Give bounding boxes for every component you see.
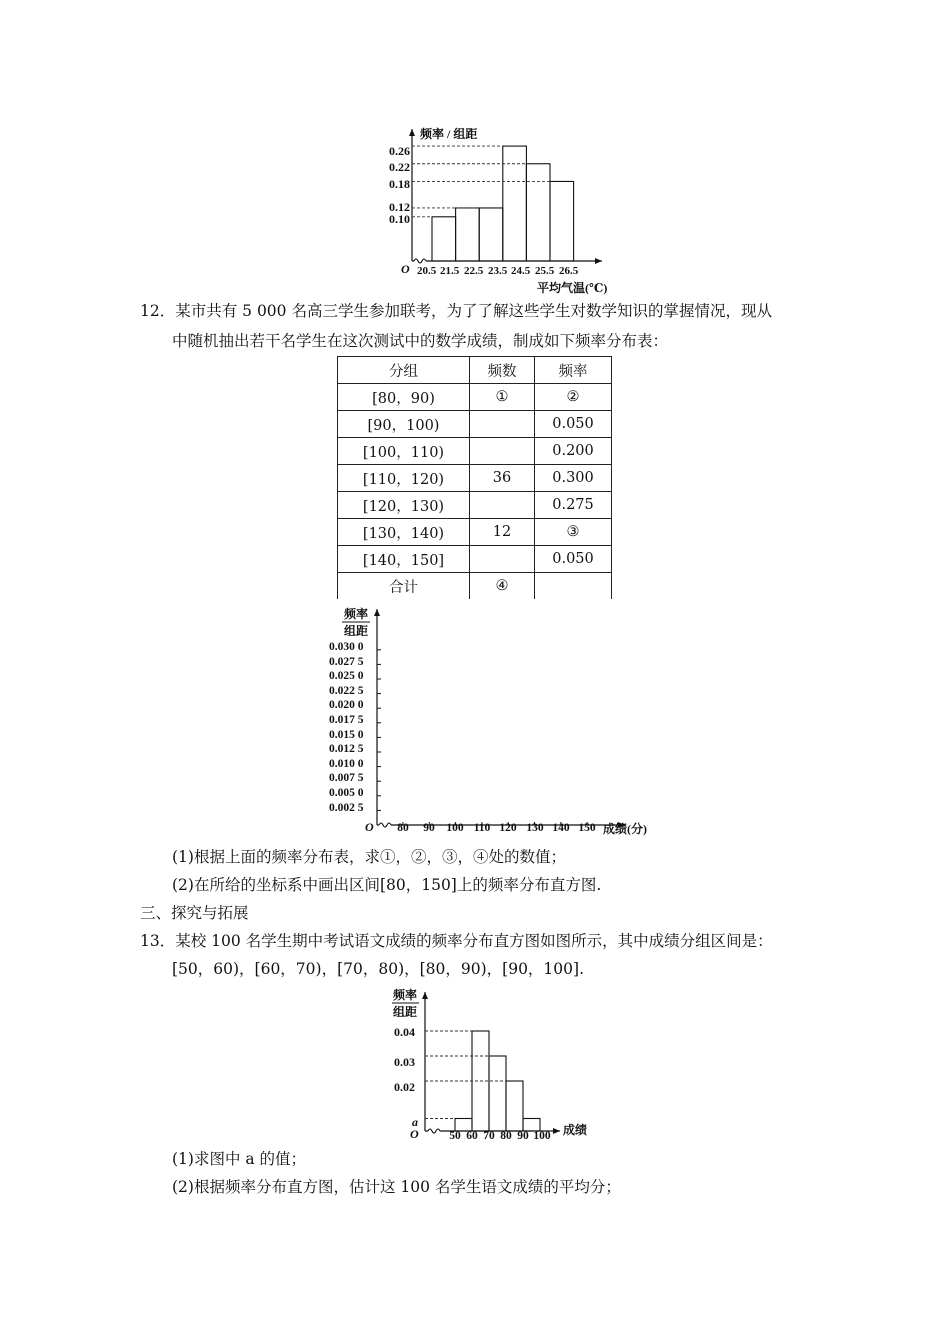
table-cell: 0.200	[535, 438, 612, 465]
temperature-histogram	[380, 122, 620, 300]
y-axis-arrow	[374, 609, 380, 616]
hist2-xtick-90: 90	[517, 1130, 529, 1142]
hist2-ytick-0.04: 0.04	[394, 1025, 415, 1039]
table-row	[338, 411, 612, 438]
hist2-bar	[506, 1081, 523, 1131]
table-row	[338, 519, 612, 546]
grid-xtick-90: 90	[423, 822, 435, 834]
hist2-ylabel-top: 频率	[393, 988, 418, 1002]
hist1-ytick-0.22: 0.22	[389, 160, 410, 174]
hist2-ytick-0.02: 0.02	[394, 1080, 415, 1094]
table-cell: [130，140)	[338, 519, 470, 546]
table-cell: [100，110)	[338, 438, 470, 465]
hist1-origin: O	[401, 262, 410, 276]
hist1-xtick-labels	[417, 265, 579, 277]
hist2-xlabel: 成绩	[563, 1123, 588, 1137]
hist1-bar	[550, 181, 574, 261]
x-axis-arrow	[553, 1128, 560, 1134]
table-cell: ③	[535, 519, 612, 546]
q12-sub1: (1)根据上面的频率分布表，求①，②，③，④处的数值；	[172, 848, 566, 866]
table-row	[338, 546, 612, 573]
grid-ytick-0.0300: 0.030 0	[329, 641, 364, 653]
axis-break-zigzag	[379, 823, 391, 827]
hist2-ytick-0.03: 0.03	[394, 1055, 415, 1069]
table-header-cell: 频数	[470, 357, 535, 384]
table-cell: [110，120)	[338, 465, 470, 492]
table-row	[338, 573, 612, 600]
q12-line1	[140, 300, 772, 322]
table-cell: ②	[535, 384, 612, 411]
table-cell	[470, 492, 535, 519]
q12-text-line2: 中随机抽出若干名学生在这次测试中的数学成绩，制成如下频率分布表：	[172, 332, 669, 350]
table-cell: 0.050	[535, 546, 612, 573]
table-cell: ①	[470, 384, 535, 411]
hist2-axes	[422, 992, 560, 1134]
hist2-xtick-50: 50	[449, 1130, 461, 1142]
grid-ytick-0.0225: 0.022 5	[329, 685, 364, 697]
hist2-xtick-70: 70	[483, 1130, 495, 1142]
hist1-bar	[526, 164, 550, 261]
table-cell: 36	[470, 465, 535, 492]
hist2-ytick-a: a	[412, 1115, 418, 1129]
hist1-bar	[479, 208, 503, 261]
x-axis-arrow	[595, 258, 602, 264]
grid-xtick-80: 80	[397, 822, 409, 834]
grid-xtick-150: 150	[578, 822, 596, 834]
chinese-score-histogram	[388, 986, 598, 1146]
q13-text-line1: 某校 100 名学生期中考试语文成绩的频率分布直方图如图所示，其中成绩分组区间是：	[175, 932, 773, 950]
grid-ylabel-top: 频率	[344, 607, 369, 621]
grid-xtick-120: 120	[499, 822, 517, 834]
hist1-xtick-22.5: 22.5	[464, 265, 484, 277]
grid-origin: O	[365, 820, 374, 834]
grid-axes	[374, 609, 625, 828]
q12-number: 12．	[140, 302, 176, 320]
axis-break-zigzag	[428, 1129, 440, 1133]
grid-ytick-0.0200: 0.020 0	[329, 699, 364, 711]
y-axis-arrow	[422, 992, 428, 999]
table-cell: 12	[470, 519, 535, 546]
y-axis-arrow	[409, 129, 415, 136]
table-cell	[470, 546, 535, 573]
grid-ytick-0.0100: 0.010 0	[329, 758, 364, 770]
table-row	[338, 492, 612, 519]
grid-ytick-0.0275: 0.027 5	[329, 656, 364, 668]
hist1-ytick-0.12: 0.12	[389, 200, 410, 214]
hist1-ytick-labels	[389, 144, 410, 226]
grid-ytick-0.0175: 0.017 5	[329, 714, 364, 726]
hist1-xtick-21.5: 21.5	[440, 265, 460, 277]
hist1-bar	[432, 217, 456, 261]
hist1-xlabel: 平均气温(℃)	[537, 281, 608, 295]
hist1-ytick-0.18: 0.18	[389, 177, 410, 191]
grid-xtick-100: 100	[446, 822, 464, 834]
table-cell: 合计	[338, 573, 470, 600]
hist1-xtick-23.5: 23.5	[488, 265, 508, 277]
q13-line1	[140, 930, 773, 952]
table-header-cell: 分组	[338, 357, 470, 384]
table-row	[338, 438, 612, 465]
hist2-ylabel-bottom: 组距	[393, 1005, 418, 1019]
table-cell: ④	[470, 573, 535, 600]
grid-ytick-0.0050: 0.005 0	[329, 787, 364, 799]
q13-sub1: (1)求图中 a 的值；	[172, 1150, 307, 1168]
empty-coordinate-grid	[325, 604, 665, 838]
hist1-xtick-20.5: 20.5	[417, 265, 437, 277]
frequency-table	[337, 356, 612, 599]
table-header-cell: 频率	[535, 357, 612, 384]
grid-ytick-0.0150: 0.015 0	[329, 729, 364, 741]
table-header-row	[338, 357, 612, 384]
hist2-bar	[489, 1056, 506, 1131]
grid-ytick-0.0125: 0.012 5	[329, 743, 364, 755]
table-cell: [80，90)	[338, 384, 470, 411]
q13-sub2: (2)根据频率分布直方图，估计这 100 名学生语文成绩的平均分；	[172, 1178, 621, 1196]
table-cell: [140，150]	[338, 546, 470, 573]
table-cell	[470, 411, 535, 438]
hist2-xtick-100: 100	[533, 1130, 551, 1142]
grid-xlabel: 成绩(分)	[603, 822, 647, 836]
q13-text-line2: [50，60)，[60，70)，[70，80)，[80，90)，[90，100].	[172, 960, 584, 978]
grid-ylabel-bottom: 组距	[344, 624, 369, 638]
grid-xtick-140: 140	[552, 822, 570, 834]
q12-text-line1: 某市共有 5 000 名高三学生参加联考，为了了解这些学生对数学知识的掌握情况，现从	[175, 302, 772, 320]
hist1-ylabel: 频率 / 组距	[420, 127, 478, 141]
table-cell	[535, 573, 612, 600]
hist2-bars	[425, 1031, 540, 1131]
hist1-xtick-25.5: 25.5	[535, 265, 555, 277]
hist1-xtick-24.5: 24.5	[511, 265, 531, 277]
table-cell: [90，100)	[338, 411, 470, 438]
hist1-ytick-0.10: 0.10	[389, 212, 410, 226]
grid-xtick-130: 130	[526, 822, 544, 834]
grid-ytick-0.0250: 0.025 0	[329, 670, 364, 682]
hist2-origin: O	[410, 1127, 419, 1141]
hist1-ytick-0.26: 0.26	[389, 144, 410, 158]
q13-number: 13．	[140, 932, 176, 950]
table-row	[338, 384, 612, 411]
table-cell: 0.300	[535, 465, 612, 492]
q12-sub2: (2)在所给的坐标系中画出区间[80，150]上的频率分布直方图.	[172, 876, 602, 894]
hist2-xtick-60: 60	[466, 1130, 478, 1142]
hist1-bars	[412, 146, 574, 261]
section-heading: 三、探究与拓展	[140, 904, 249, 922]
table-row	[338, 465, 612, 492]
hist2-xtick-80: 80	[500, 1130, 512, 1142]
table-cell: 0.050	[535, 411, 612, 438]
grid-xtick-110: 110	[473, 822, 491, 834]
grid-ytick-0.0075: 0.007 5	[329, 772, 364, 784]
grid-ytick-0.0025: 0.002 5	[329, 802, 364, 814]
table-cell: [120，130)	[338, 492, 470, 519]
axis-break-zigzag	[414, 259, 426, 263]
hist1-axes	[409, 129, 602, 264]
hist1-bar	[456, 208, 480, 261]
table-cell: 0.275	[535, 492, 612, 519]
hist1-xtick-26.5: 26.5	[559, 265, 579, 277]
table-cell	[470, 438, 535, 465]
